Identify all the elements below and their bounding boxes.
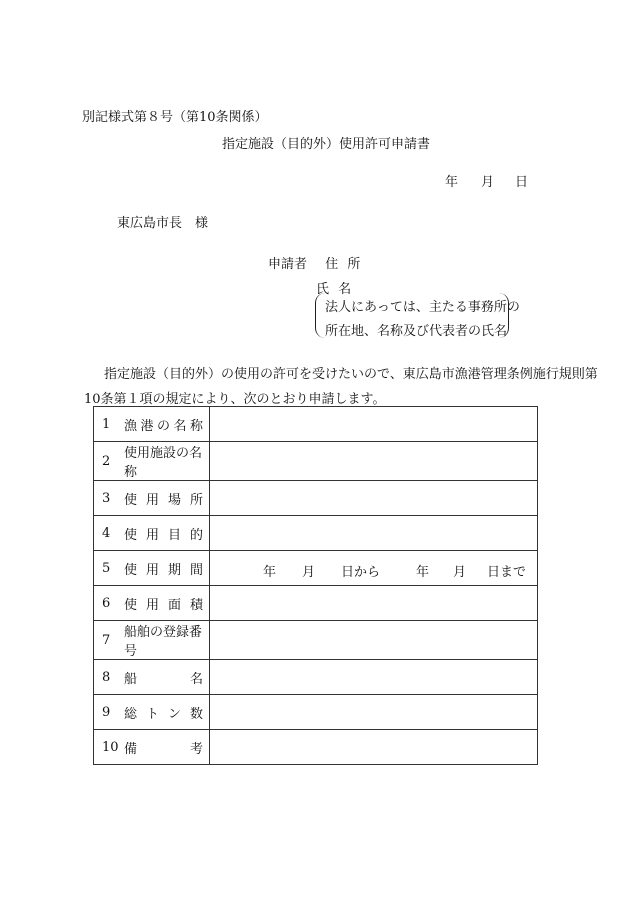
table-row <box>94 516 538 551</box>
table-row <box>94 551 538 586</box>
row-label <box>124 703 203 722</box>
row-label-char: 港 <box>140 418 154 434</box>
row-value-cell[interactable] <box>210 551 538 586</box>
period-d1: 日から <box>341 565 381 580</box>
row-value-cell[interactable] <box>210 442 538 481</box>
row-label-char: ト <box>145 706 159 722</box>
row-number: 5 <box>102 560 111 576</box>
row-label-char: の <box>156 418 170 434</box>
corporation-note-line1: 法人にあっては、主たる事務所の <box>325 300 520 315</box>
row-value-cell[interactable] <box>210 695 538 730</box>
row-label-char: 使 <box>124 562 138 578</box>
row-label-char: 所 <box>189 492 203 508</box>
row-label-char: 間 <box>189 562 203 578</box>
row-number: 8 <box>102 669 111 685</box>
row-label-char: 面 <box>167 597 181 613</box>
row-label-char: 名 <box>173 418 187 434</box>
row-label-char: 使 <box>124 492 138 508</box>
row-label-cell <box>94 407 210 442</box>
row-label-cell <box>94 586 210 621</box>
statement-line-1: 指定施設（目的外）の使用の許可を受けたいので、東広島市漁港管理条例施行規則第 <box>104 367 598 382</box>
row-label-char: 用 <box>145 562 159 578</box>
row-label-char: 称 <box>189 418 203 434</box>
row-label-char: 名 <box>189 671 203 687</box>
row-label <box>124 738 203 757</box>
document-title: 指定施設（目的外）使用許可申請書 <box>222 137 431 152</box>
applicant-address-row <box>268 253 370 272</box>
row-label <box>124 621 203 659</box>
row-label <box>124 524 203 543</box>
row-number: 4 <box>102 525 111 541</box>
period-y1: 年 <box>263 565 277 580</box>
row-value-cell[interactable] <box>210 621 538 660</box>
row-label <box>124 442 203 480</box>
row-label-char: 数 <box>189 706 203 722</box>
row-label-char: 用 <box>145 597 159 613</box>
date-day-unit: 日 <box>515 175 529 190</box>
row-value-cell[interactable] <box>210 586 538 621</box>
row-label-text: 使用施設の名称 <box>124 446 203 480</box>
row-label-char: 積 <box>189 597 203 613</box>
table-row <box>94 621 538 660</box>
address-label: 住所 <box>325 257 370 272</box>
table-row <box>94 586 538 621</box>
row-label-cell <box>94 551 210 586</box>
row-label-char: 用 <box>145 527 159 543</box>
row-label-char: 用 <box>145 492 159 508</box>
row-label-char: 目 <box>167 527 181 543</box>
application-statement <box>84 362 598 412</box>
table-row <box>94 660 538 695</box>
row-label-char: 漁 <box>124 418 138 434</box>
addressee: 東広島市長 様 <box>117 216 209 231</box>
row-value-cell[interactable] <box>210 516 538 551</box>
period-y2: 年 <box>416 565 430 580</box>
row-number: 10 <box>102 739 119 755</box>
row-label-char: 場 <box>167 492 181 508</box>
row-label-char: 船 <box>124 671 138 687</box>
period-m1: 月 <box>302 565 316 580</box>
row-label-char: 考 <box>189 741 203 757</box>
row-number: 1 <box>102 416 111 432</box>
row-value-cell[interactable] <box>210 481 538 516</box>
row-label-char: 備 <box>124 741 138 757</box>
row-label-cell <box>94 730 210 765</box>
row-label-cell <box>94 481 210 516</box>
row-label-char: 期 <box>167 562 181 578</box>
table-row <box>94 730 538 765</box>
row-label <box>124 594 203 613</box>
row-value-cell[interactable] <box>210 407 538 442</box>
corporation-note-line2: 所在地、名称及び代表者の氏名 <box>325 324 508 339</box>
row-label-cell <box>94 516 210 551</box>
period-m2: 月 <box>453 565 467 580</box>
row-label-char: 的 <box>189 527 203 543</box>
row-label <box>124 415 203 434</box>
row-label-cell <box>94 695 210 730</box>
row-value-cell[interactable] <box>210 660 538 695</box>
statement-line-2: 10条第１項の規定により、次のとおり申請します。 <box>84 392 386 407</box>
application-table <box>93 406 538 765</box>
table-row <box>94 442 538 481</box>
name-label: 氏名 <box>316 282 361 297</box>
row-label-char: 使 <box>124 527 138 543</box>
row-label <box>124 668 203 687</box>
row-number: 3 <box>102 490 111 506</box>
row-label-text: 船舶の登録番号 <box>124 625 203 659</box>
row-number: 2 <box>102 453 111 469</box>
row-number: 7 <box>102 632 111 648</box>
table-row <box>94 481 538 516</box>
row-label-char: ン <box>167 706 181 722</box>
table-row <box>94 407 538 442</box>
table-row <box>94 695 538 730</box>
row-label-char: 総 <box>124 706 138 722</box>
row-label <box>124 559 203 578</box>
date-year-unit: 年 <box>445 175 459 190</box>
date-month-unit: 月 <box>481 175 495 190</box>
row-label-cell <box>94 442 210 481</box>
applicant-label: 申請者 <box>268 257 308 272</box>
row-label-cell <box>94 660 210 695</box>
row-label-cell <box>94 621 210 660</box>
row-value-cell[interactable] <box>210 730 538 765</box>
row-number: 6 <box>102 595 111 611</box>
form-reference: 別記様式第８号（第10条関係） <box>82 110 268 125</box>
period-d2: 日まで <box>487 565 527 580</box>
row-label-char: 使 <box>124 597 138 613</box>
row-label <box>124 489 203 508</box>
row-number: 9 <box>102 704 111 720</box>
